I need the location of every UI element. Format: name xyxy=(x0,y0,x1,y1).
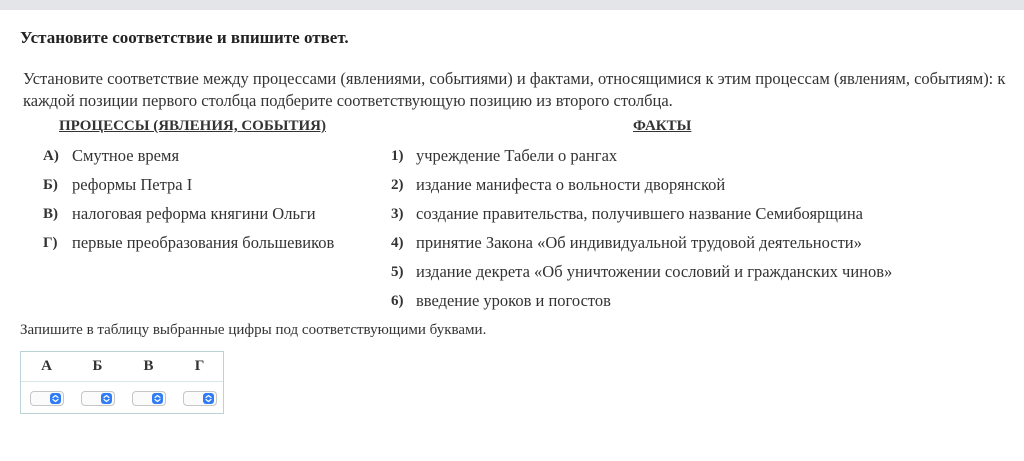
answer-column-v xyxy=(123,352,174,413)
item-text: создание правительства, получившего название Семибоярщина xyxy=(416,204,863,223)
select-chevron-icon xyxy=(50,393,61,404)
left-column-header: ПРОЦЕССЫ (ЯВЛЕНИЯ, СОБЫТИЯ) xyxy=(59,118,326,134)
item-text: реформы Петра I xyxy=(72,175,193,194)
select-chevron-icon xyxy=(101,393,112,404)
item-text: введение уроков и погостов xyxy=(416,291,611,310)
item-marker: 2) xyxy=(391,177,404,193)
column-letter: Б xyxy=(92,358,103,374)
column-letter: Г xyxy=(194,358,205,374)
answer-table xyxy=(20,351,224,414)
item-marker: 3) xyxy=(391,206,404,222)
answer-select-b[interactable] xyxy=(81,391,115,406)
item-text: налоговая реформа княгини Ольги xyxy=(72,204,316,223)
item-marker: 5) xyxy=(391,264,404,280)
item-text: учреждение Табели о рангах xyxy=(416,146,618,165)
answer-column-b xyxy=(72,352,123,413)
item-marker: 6) xyxy=(391,293,404,309)
item-marker: А) xyxy=(43,148,59,164)
item-marker: 1) xyxy=(391,148,404,164)
item-marker: В) xyxy=(43,206,58,222)
answer-select-g[interactable] xyxy=(183,391,217,406)
item-marker: Б) xyxy=(43,177,58,193)
answer-select-a[interactable] xyxy=(30,391,64,406)
item-text: Смутное время xyxy=(72,146,180,165)
item-text: издание манифеста о вольности дворянской xyxy=(416,175,726,194)
item-marker: 4) xyxy=(391,235,404,251)
answer-column-g xyxy=(174,352,225,413)
answer-column-a xyxy=(21,352,72,413)
item-text: принятие Закона «Об индивидуальной трудовой деятельности» xyxy=(416,233,862,252)
item-text: издание декрета «Об уничтожении сословий и гражданских чинов» xyxy=(416,262,893,281)
column-letter: В xyxy=(143,358,154,374)
answer-select-v[interactable] xyxy=(132,391,166,406)
item-text: первые преобразования большевиков xyxy=(72,233,335,252)
answer-note: Запишите в таблицу выбранные цифры под соответствующими буквами. xyxy=(20,322,487,338)
task-instruction: Установите соответствие между процессами (явлениями, событиями) и фактами, относящимися к этим процессам (явлениям, событиям): к каждой позиции первого столбца подберите соответствующую позицию из второго столбца. xyxy=(23,69,1006,110)
task-heading: Установите соответствие и впишите ответ. xyxy=(20,28,349,47)
top-bar xyxy=(0,0,1024,10)
item-marker: Г) xyxy=(43,235,58,251)
select-chevron-icon xyxy=(203,393,214,404)
column-letter: А xyxy=(41,358,52,374)
select-chevron-icon xyxy=(152,393,163,404)
right-column-header: ФАКТЫ xyxy=(633,118,692,134)
